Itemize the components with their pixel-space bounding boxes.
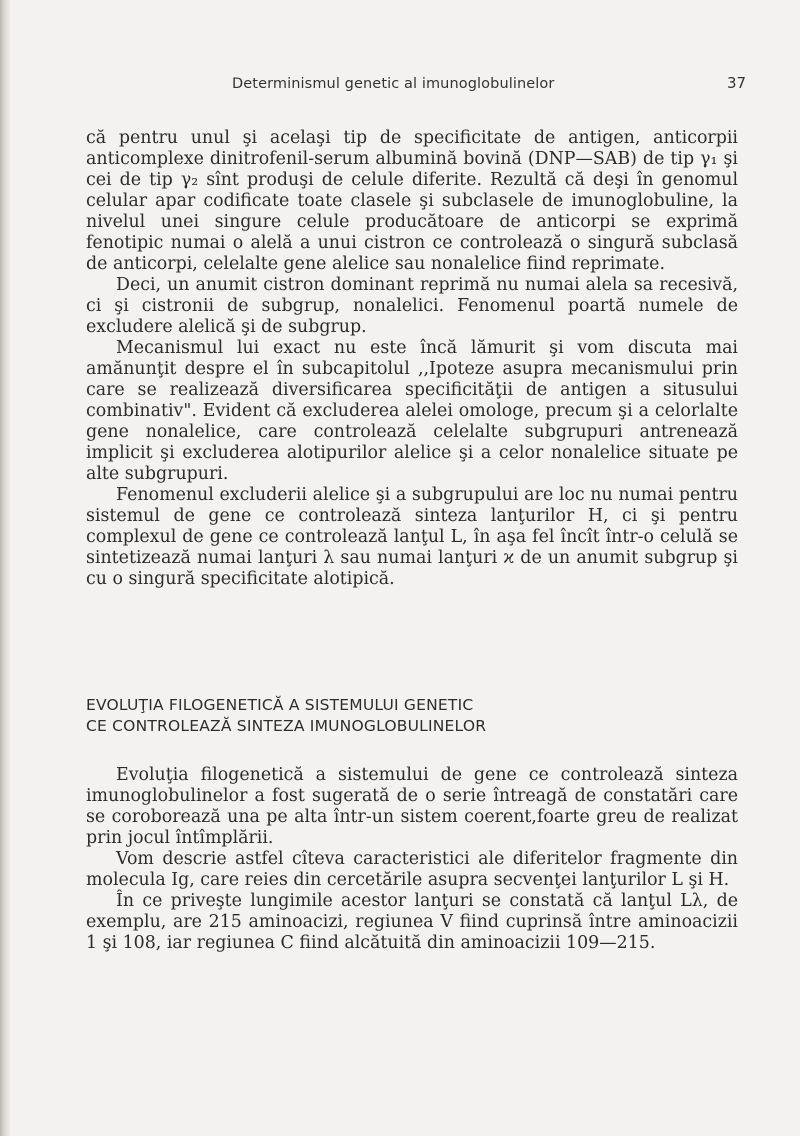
paragraph: Deci, un anumit cistron dominant reprimă nu numai alela sa recesivă, ci şi cistronii de subgrup, nonalelici. Fenomenul poartă numele de excludere alelică şi de subgrup. (86, 275, 738, 337)
page-number: 37 (727, 74, 747, 92)
section-heading (86, 695, 706, 737)
paragraph: Vom descrie astfel cîteva caracteristici ale diferitelor fragmente din molecula Ig, care reies din cercetările asupra secvenţei lanţurilor L şi H. (86, 849, 738, 890)
running-header: Determinismul genetic al imunoglobulinelor (232, 76, 555, 92)
section-heading-line: CE CONTROLEAZĂ SINTEZA IMUNOGLOBULINELOR (86, 717, 487, 735)
paragraph: Fenomenul excluderii alelice şi a subgrupului are loc nu numai pentru sistemul de gene ce controlează sinteza lanţurilor H, ci şi pentru complexul de gene ce controlează lanţul L, în aşa fel încît într-o celulă se sintetizează numai lanţuri λ sau numai lanţuri ϰ de un anumit subgrup şi cu o singură specificitate alotipică. (86, 485, 738, 589)
body-text-after-section (86, 765, 738, 954)
paragraph: În ce priveşte lungimile acestor lanţuri se constată că lanţul Lλ, de exemplu, are 215 aminoacizi, regiunea V fiind cuprinsă între aminoacizii 1 şi 108, iar regiunea C fiind alcătuită din aminoacizii 109—215. (86, 891, 738, 953)
body-text-before-section (86, 128, 738, 590)
paragraph: că pentru unul şi acelaşi tip de specificitate de antigen, anticorpii anticomplexe dinitrofenil-serum albumină bovină (DNP—SAB) de tip γ₁ şi cei de tip γ₂ sînt produşi de celule diferite. Rezultă că deşi în genomul celular apar codificate toate clasele şi subclasele de imunoglobuline, la nivelul unei singure celule producătoare de anticorpi se exprimă fenotipic numai o alelă a unui cistron ce controlează o singură subclasă de anticorpi, celelalte gene alelice sau nonalelice fiind reprimate. (86, 128, 738, 274)
section-heading-line: EVOLUŢIA FILOGENETICĂ A SISTEMULUI GENETIC (86, 696, 474, 714)
paragraph: Mecanismul lui exact nu este încă lămurit şi vom discuta mai amănunţit despre el în subcapitolul ,,Ipoteze asupra mecanismului prin care se realizează diversificarea specificităţii de antigen a situsului combinativ". Evident că excluderea alelei omologe, precum şi a celorlalte gene nonalelice, care controlează celelalte subgrupuri antrenează implicit şi excluderea alotipurilor alelice şi a celor nonalelice situate pe alte subgrupuri. (86, 338, 738, 484)
page-binding-edge (0, 0, 10, 1136)
paragraph: Evoluţia filogenetică a sistemului de gene ce controlează sinteza imunoglobulinelor a fost sugerată de o serie întreagă de constatări care se coroborează una pe alta într-un sistem coerent,foarte greu de realizat prin jocul întîmplării. (86, 765, 738, 848)
